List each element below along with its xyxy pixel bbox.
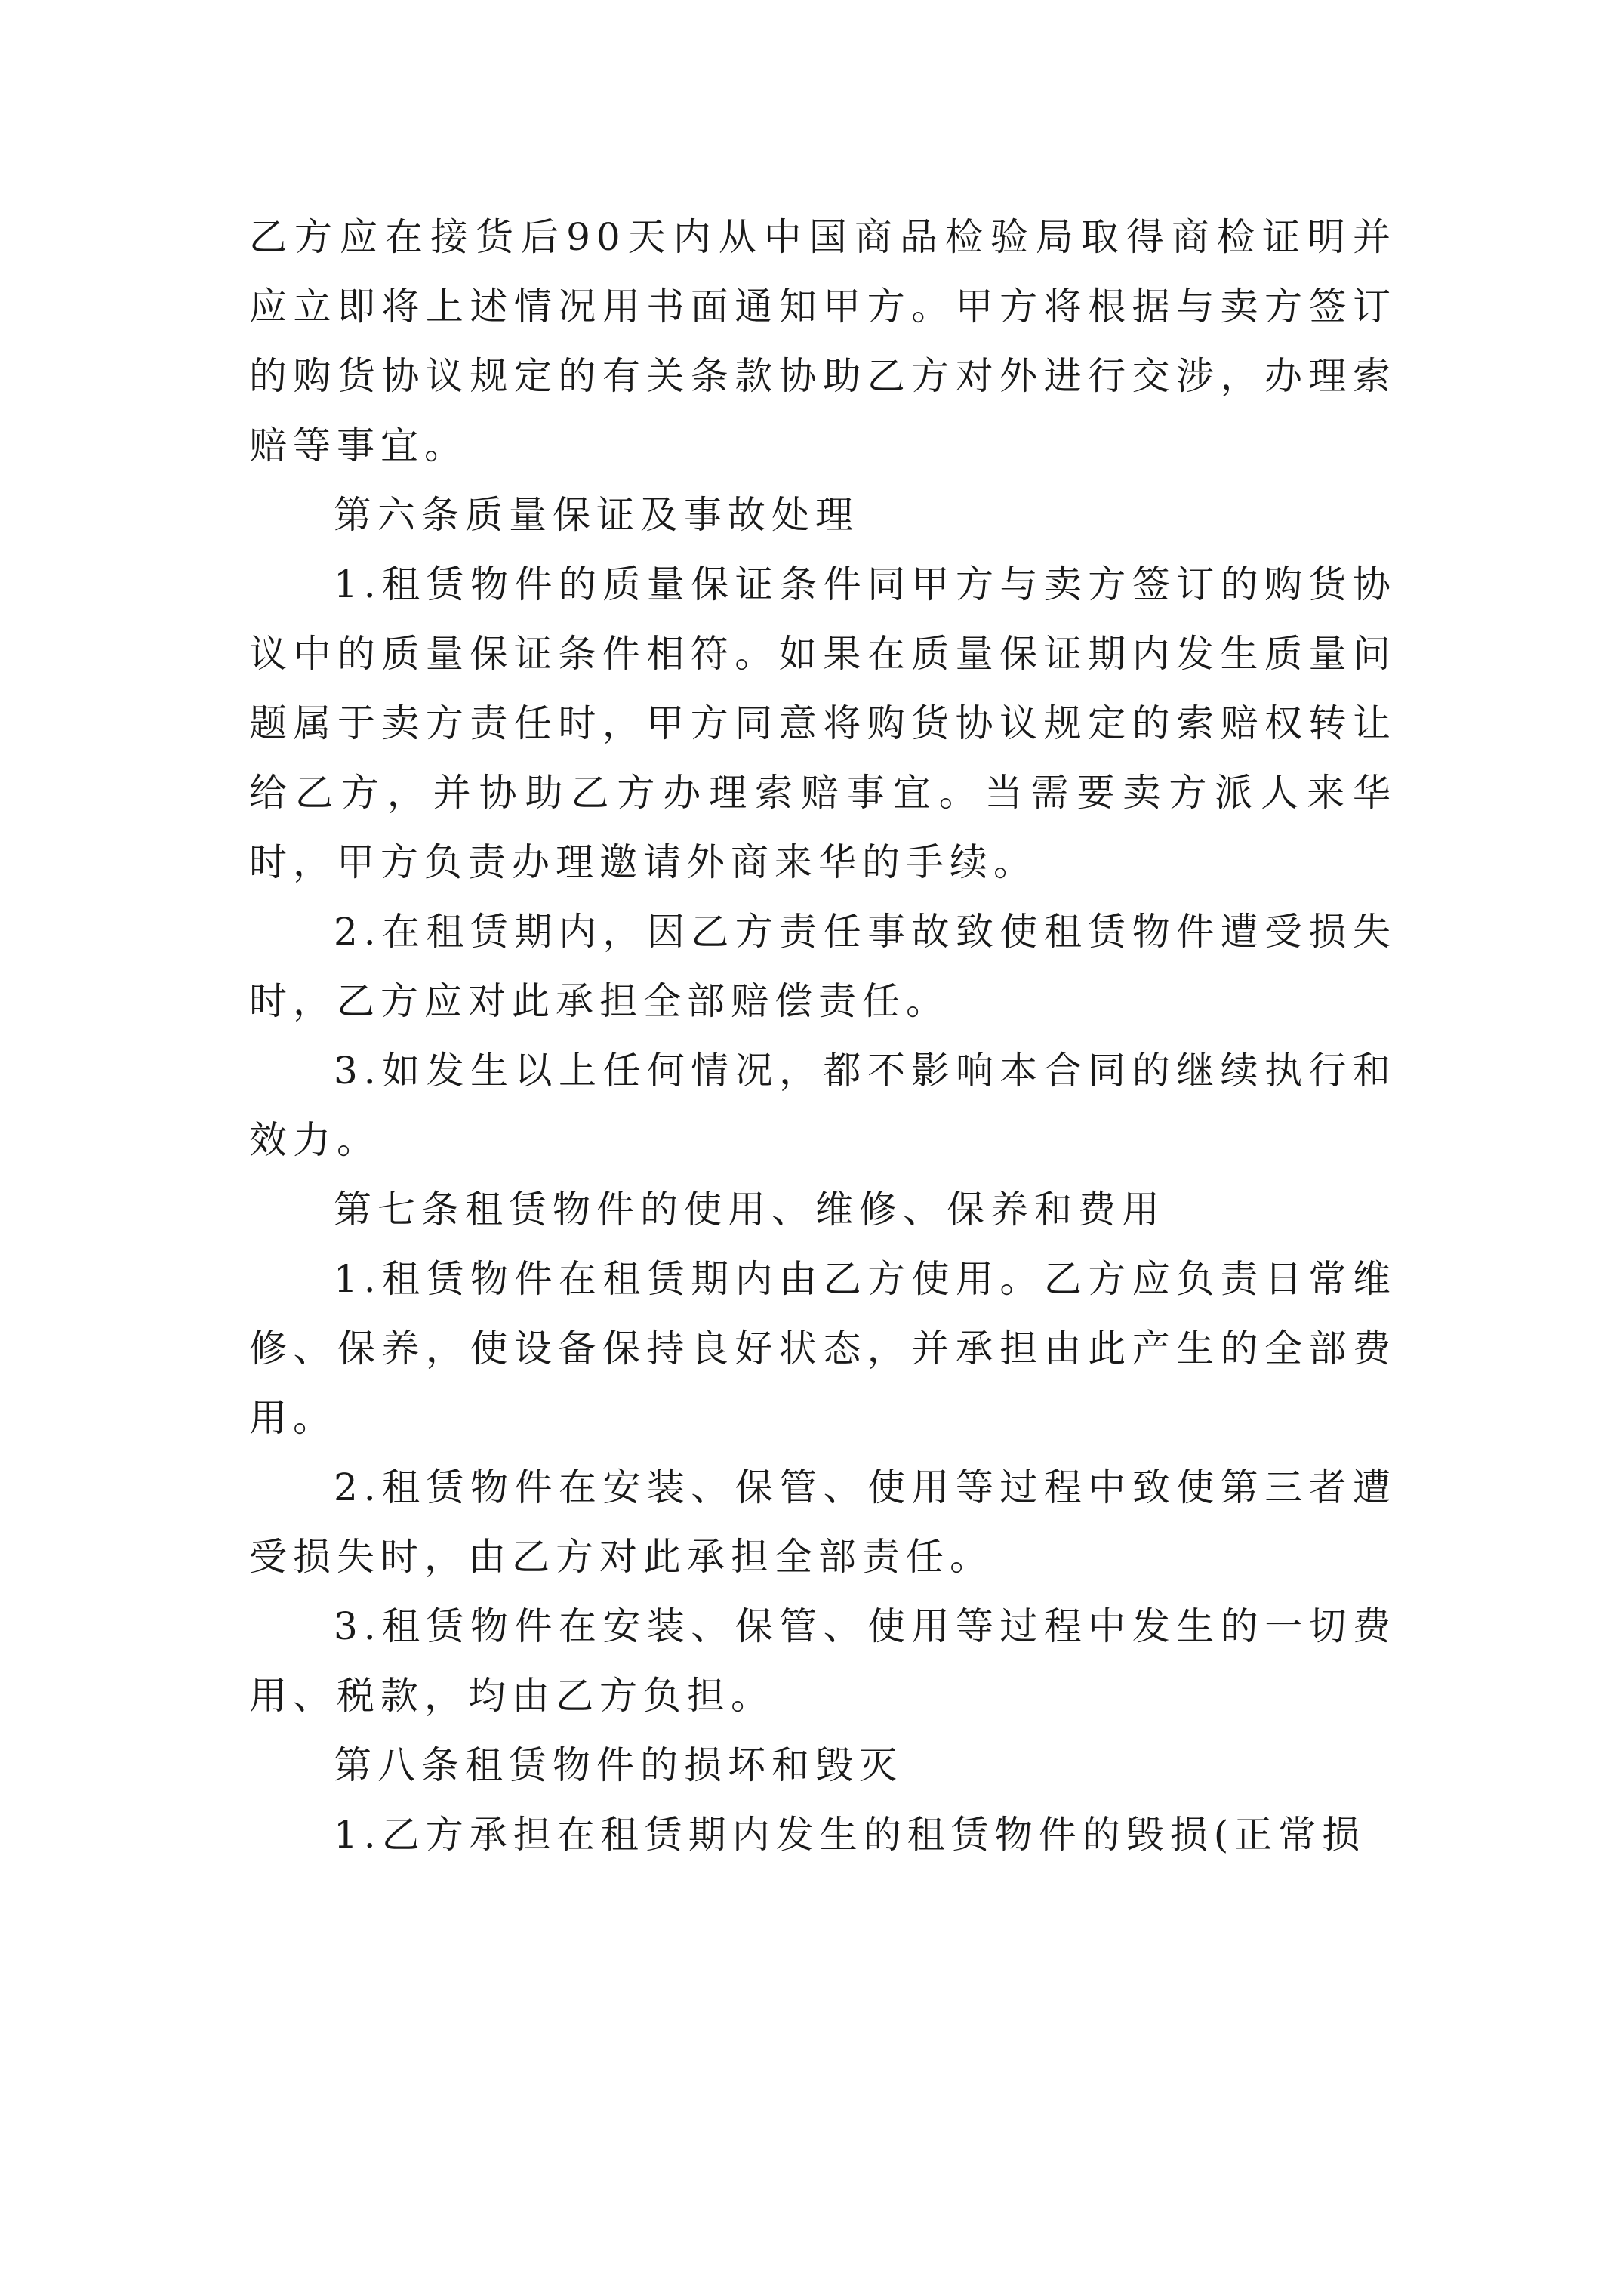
paragraph: 1.乙方承担在租赁期内发生的租赁物件的毁损(正常损 bbox=[334, 1813, 1366, 1857]
paragraph: 2.在租赁期内，因乙方责任事故致使租赁物件遭受损失时，乙方应对此承担全部赔偿责任。 bbox=[249, 910, 1397, 1023]
paragraph: 3.租赁物件在安装、保管、使用等过程中发生的一切费用、税款，均由乙方负担。 bbox=[249, 1604, 1397, 1718]
section-heading: 第六条质量保证及事故处理 bbox=[334, 493, 859, 537]
paragraph: 2.租赁物件在安装、保管、使用等过程中致使第三者遭受损失时，由乙方对此承担全部责任。 bbox=[249, 1465, 1397, 1579]
paragraph: 1.租赁物件在租赁期内由乙方使用。乙方应负责日常维修、保养，使设备保持良好状态，并承担由此产生的全部费用。 bbox=[249, 1257, 1397, 1440]
paragraph: 1.租赁物件的质量保证条件同甲方与卖方签订的购货协议中的质量保证条件相符。如果在质量保证期内发生质量问题属于卖方责任时，甲方同意将购货协议规定的索赔权转让给乙方，并协助乙方办理索赔事宜。当需要卖方派人来华时，甲方负责办理邀请外商来华的手续。 bbox=[249, 562, 1397, 884]
document-body bbox=[249, 202, 1397, 1869]
paragraph: 乙方应在接货后90天内从中国商品检验局取得商检证明并应立即将上述情况用书面通知甲方。甲方将根据与卖方签订的购货协议规定的有关条款协助乙方对外进行交涉，办理索赔等事宜。 bbox=[249, 215, 1397, 467]
section-heading: 第七条租赁物件的使用、维修、保养和费用 bbox=[334, 1188, 1166, 1231]
paragraph: 3.如发生以上任何情况，都不影响本合同的继续执行和效力。 bbox=[249, 1049, 1397, 1162]
section-heading: 第八条租赁物件的损坏和毁灭 bbox=[334, 1743, 903, 1787]
